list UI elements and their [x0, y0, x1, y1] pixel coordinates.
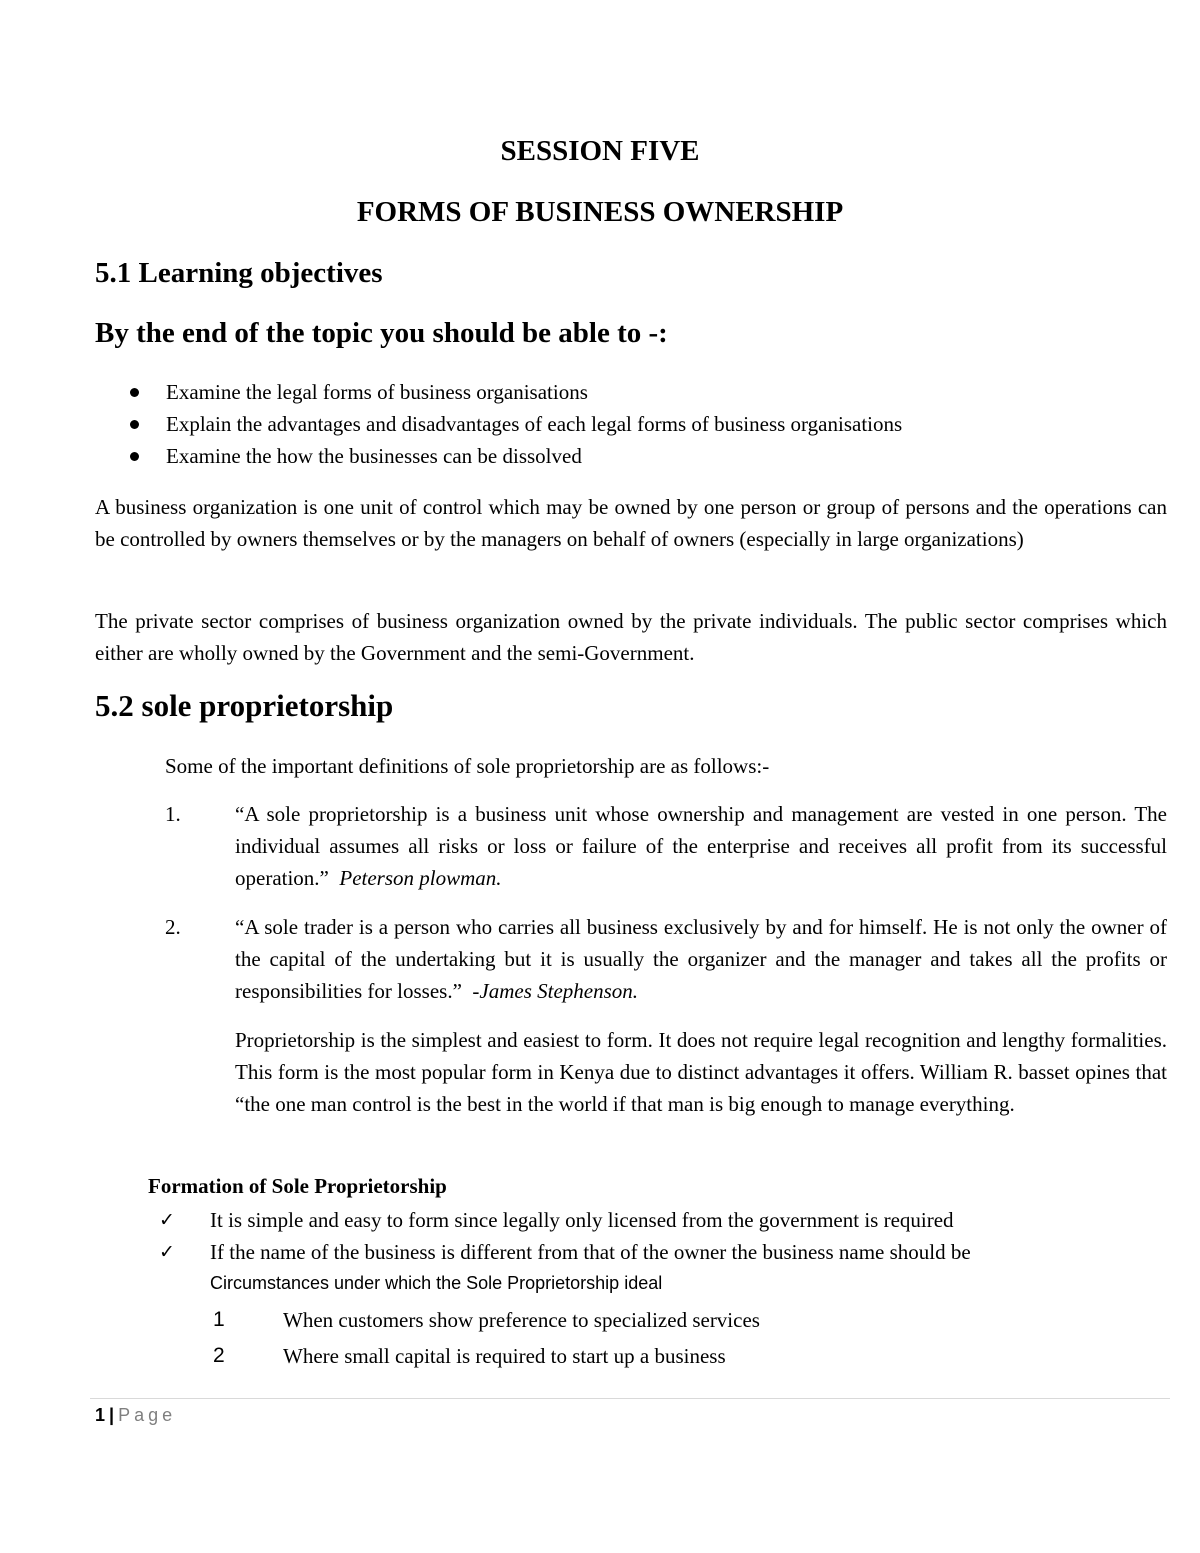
definition-item — [165, 911, 1167, 1007]
objectives-lead: By the end of the topic you should be able to -: — [95, 317, 668, 349]
definition-author: Peterson plowman. — [339, 866, 502, 890]
formation-item: ✓ If the name of the business is different from that of the owner the business name should be — [148, 1236, 1148, 1268]
bullet-icon — [130, 388, 139, 397]
circumstance-item: 1 When customers show preference to specialized services — [210, 1302, 1110, 1338]
definition-number: 1. — [165, 802, 181, 826]
circumstance-item: 2 Where small capital is required to start up a business — [210, 1338, 1110, 1374]
circumstance-number: 2 — [213, 1344, 225, 1367]
sole-proprietorship-heading: 5.2 sole proprietorship — [95, 688, 394, 723]
circumstances-heading: Circumstances under which the Sole Proprietorship ideal — [210, 1273, 663, 1293]
objective-item: Explain the advantages and disadvantages of each legal forms of business organisations — [95, 408, 1095, 440]
checkmark-icon: ✓ — [159, 1209, 175, 1231]
business-organization-paragraph: A business organization is one unit of control which may be owned by one person or group of persons and the operations can be controlled by owners themselves or by the managers on behalf of owners (especially in large organizations) — [95, 495, 1167, 551]
footer-divider — [90, 1398, 1170, 1399]
page-number: 1 — [95, 1405, 106, 1425]
definition-text: “A sole trader is a person who carries all business exclusively by and for himself. He is not only the owner of the capital of the undertaking but it is usually the organizer and the manager and takes all the profits or responsibilities for losses.” -James Stephenson. — [235, 915, 1167, 1003]
checkmark-icon: ✓ — [159, 1241, 175, 1263]
proprietorship-paragraph: Proprietorship is the simplest and easiest to form. It does not require legal recognition and lengthy formalities. This form is the most popular form in Kenya due to distinct advantages it offers. William R. basset opines that “the one man control is the best in the world if that man is big enough to manage everything. — [235, 1028, 1167, 1116]
definition-text: “A sole proprietorship is a business unit whose ownership and management are vested in one person. The individual assumes all risks or loss or failure of the enterprise and receives all profit from its successful operation.” Peterson plowman. — [235, 802, 1167, 890]
private-sector-paragraph: The private sector comprises of business organization owned by the private individuals. The public sector comprises which either are wholly owned by the Government and the semi-Government. — [95, 609, 1167, 665]
definition-number: 2. — [165, 915, 181, 939]
objectives-list — [95, 376, 1095, 472]
page-footer — [95, 1403, 176, 1427]
learning-objectives-heading: 5.1 Learning objectives — [95, 257, 383, 289]
formation-list — [148, 1204, 1148, 1268]
definition-item — [165, 798, 1167, 894]
objective-item: Examine the legal forms of business organisations — [95, 376, 1095, 408]
formation-heading: Formation of Sole Proprietorship — [148, 1174, 447, 1198]
circumstances-list — [210, 1302, 1110, 1374]
footer-separator: | — [109, 1405, 115, 1425]
definition-author: -James Stephenson. — [472, 979, 639, 1003]
document-title: FORMS OF BUSINESS OWNERSHIP — [356, 196, 844, 228]
page-label: Page — [118, 1405, 177, 1425]
bullet-icon — [130, 452, 139, 461]
session-title: SESSION FIVE — [500, 135, 700, 167]
circumstance-number: 1 — [213, 1308, 225, 1331]
definitions-intro: Some of the important definitions of sole proprietorship are as follows:- — [165, 754, 770, 778]
formation-item: ✓ It is simple and easy to form since legally only licensed from the government is required — [148, 1204, 1148, 1236]
objective-item: Examine the how the businesses can be dissolved — [95, 440, 1095, 472]
bullet-icon — [130, 420, 139, 429]
